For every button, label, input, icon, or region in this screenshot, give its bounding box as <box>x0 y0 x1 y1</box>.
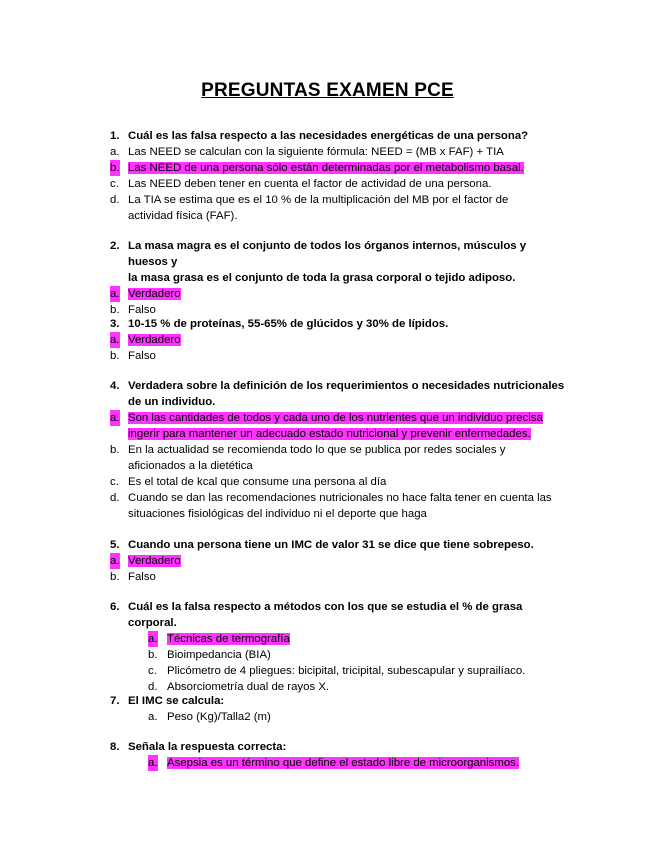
question-5 <box>110 537 565 585</box>
highlighted-answer: Asepsia es un término que define el estado libre de microorganismos. <box>167 757 520 769</box>
question-text: 7. El IMC se calcula: <box>110 695 225 707</box>
option-b: b. Bioimpedancia (BIA) <box>148 649 271 661</box>
option-b: b. Falso <box>110 350 156 362</box>
question-3 <box>110 316 565 364</box>
option-c: c. Plicómetro de 4 pliegues: bicipital, tricipital, subescapular y suprailíaco. <box>148 665 526 677</box>
highlighted-answer: Las NEED de una persona sólo están determinadas por el metabolismo basal. <box>128 162 524 174</box>
question-number: 6. <box>110 601 120 613</box>
option-a: a. Verdadero <box>110 288 181 300</box>
question-number: 1. <box>110 130 120 142</box>
question-text: 1. Cuál es las falsa respecto a las necesidades energéticas de una persona? <box>110 130 529 142</box>
highlighted-answer: Técnicas de termografía <box>167 633 290 645</box>
option-d: d. Cuando se dan las recomendaciones nutricionales no hace falta tener en cuenta las situaciones fisiológicas del individuo ni el deporte que haga <box>110 492 552 520</box>
question-4 <box>110 378 565 522</box>
highlighted-answer: Verdadero <box>128 555 181 567</box>
question-6 <box>110 599 565 695</box>
option-c: c. Es el total de kcal que consume una persona al día <box>110 476 387 488</box>
highlighted-answer: Verdadero <box>128 288 181 300</box>
option-d: d. La TIA se estima que es el 10 % de la multiplicación del MB por el factor de actividad física (FAF). <box>110 194 509 222</box>
question-number: 4. <box>110 380 120 392</box>
question-2 <box>110 238 565 318</box>
option-b: b. Falso <box>110 571 156 583</box>
option-b: b. Falso <box>110 304 156 316</box>
question-8 <box>110 739 565 771</box>
question-text: 6. Cuál es la falsa respecto a métodos con los que se estudia el % de grasa corporal. <box>110 601 523 629</box>
question-1 <box>110 128 565 224</box>
option-a: a. Asepsia es un término que define el estado libre de microorganismos. <box>148 757 520 769</box>
option-a: a. Son las cantidades de todos y cada uno de los nutrientes que un individuo precisa ingerir para mantener un adecuado estado nutricional y prevenir enfermedades. <box>110 412 543 440</box>
question-7 <box>110 693 565 725</box>
highlighted-answer: Son las cantidades de todos y cada uno de los nutrientes que un individuo precisa <box>128 412 543 424</box>
option-c: c. Las NEED deben tener en cuenta el factor de actividad de una persona. <box>110 178 492 190</box>
highlighted-answer: Verdadero <box>128 334 181 346</box>
question-text: 8. Señala la respuesta correcta: <box>110 741 287 753</box>
option-b: b. Las NEED de una persona sólo están determinadas por el metabolismo basal. <box>110 162 524 174</box>
option-a: a. Peso (Kg)/Talla2 (m) <box>148 711 271 723</box>
question-number: 8. <box>110 741 120 753</box>
question-number: 7. <box>110 695 120 707</box>
option-b: b. En la actualidad se recomienda todo lo que se publica por redes sociales y aficionados a la dietética <box>110 444 506 472</box>
question-number: 2. <box>110 240 120 252</box>
option-a: a. Verdadero <box>110 334 181 346</box>
question-text: 2. La masa magra es el conjunto de todos los órganos internos, músculos y huesos y la masa grasa es el conjunto de toda la grasa corporal o tejido adiposo. <box>110 240 527 284</box>
option-a: a. Técnicas de termografía <box>148 633 290 645</box>
question-number: 3. <box>110 318 120 330</box>
question-text: 3. 10-15 % de proteínas, 55-65% de glúcidos y 30% de lípidos. <box>110 318 449 330</box>
option-a: a. Las NEED se calculan con la siguiente fórmula: NEED = (MB x FAF) + TIA <box>110 146 504 158</box>
option-d: d. Absorciometría dual de rayos X. <box>148 681 330 693</box>
question-text: 4. Verdadera sobre la definición de los requerimientos o necesidades nutricionales de un individuo. <box>110 380 565 408</box>
question-number: 5. <box>110 539 120 551</box>
question-text: 5. Cuando una persona tiene un IMC de valor 31 se dice que tiene sobrepeso. <box>110 539 534 551</box>
page-title: PREGUNTAS EXAMEN PCE <box>201 80 454 101</box>
option-a: a. Verdadero <box>110 555 181 567</box>
